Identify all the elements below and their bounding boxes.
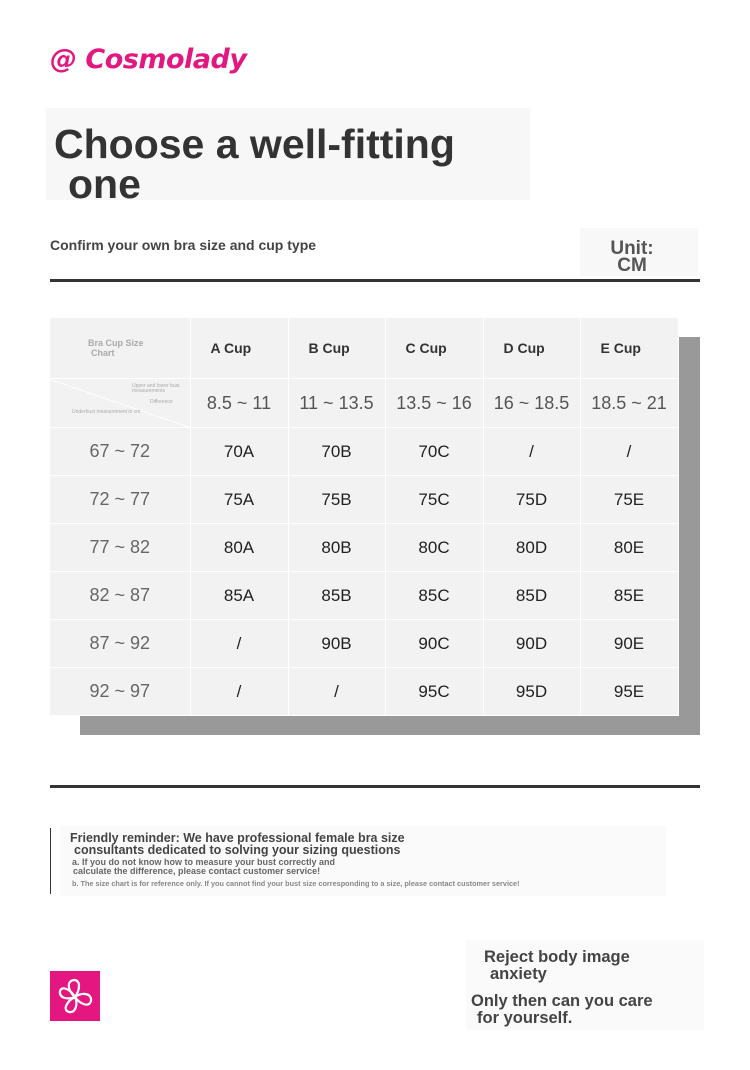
table-header-row — [50, 318, 678, 379]
cup-header: D Cup — [483, 318, 580, 379]
table-row — [50, 524, 678, 572]
page-title-line1: Choose a well-fitting — [54, 121, 455, 167]
slogan-primary-line1: Reject body image — [484, 948, 630, 966]
size-cell: 75E — [580, 476, 678, 524]
size-cell: 70B — [288, 428, 385, 476]
table-row — [50, 572, 678, 620]
size-chart-table — [50, 318, 679, 716]
underbust-range-cell: 72 ~ 77 — [50, 476, 190, 524]
underbust-range-cell: 82 ~ 87 — [50, 572, 190, 620]
corner-label — [50, 318, 190, 379]
slogan-secondary-line1: Only then can you care — [471, 992, 653, 1010]
diagonal-difference-label: Difference — [150, 399, 173, 405]
size-cell: 95D — [483, 668, 580, 716]
cup-header: C Cup — [385, 318, 483, 379]
reminder-note-a — [72, 858, 432, 876]
bottom-divider — [50, 785, 700, 788]
slogan-secondary — [471, 993, 703, 1027]
size-cell: / — [580, 428, 678, 476]
size-cell: 90C — [385, 620, 483, 668]
size-cell: / — [288, 668, 385, 716]
table-row — [50, 668, 678, 716]
flower-logo-icon — [50, 971, 100, 1021]
difference-row — [50, 379, 678, 428]
reminder-accent-bar — [50, 828, 51, 894]
size-cell: 85B — [288, 572, 385, 620]
reminder-note-a-line2: calculate the difference, please contact customer service! — [73, 866, 321, 876]
reminder-note-a-line1: a. If you do not know how to measure your bust correctly and — [72, 857, 336, 867]
unit-label-line1: Unit: — [610, 238, 654, 259]
size-cell: 90D — [483, 620, 580, 668]
reminder-title-line2: consultants dedicated to solving your sizing questions — [74, 843, 401, 857]
size-cell: 95E — [580, 668, 678, 716]
table-row — [50, 620, 678, 668]
size-cell: 75A — [190, 476, 288, 524]
size-cell: 80C — [385, 524, 483, 572]
size-cell: 70C — [385, 428, 483, 476]
size-cell: 80A — [190, 524, 288, 572]
diagonal-upper-label: Upper and lower bust measurements — [132, 383, 180, 394]
corner-label-line2: Chart — [91, 348, 115, 358]
reminder-title — [70, 832, 490, 856]
difference-cell: 16 ~ 18.5 — [483, 379, 580, 428]
slogan-primary-line2: anxiety — [490, 965, 547, 983]
table-row — [50, 476, 678, 524]
size-cell: / — [190, 668, 288, 716]
size-cell: 70A — [190, 428, 288, 476]
cup-header: E Cup — [580, 318, 678, 379]
underbust-range-cell: 67 ~ 72 — [50, 428, 190, 476]
size-cell: 75C — [385, 476, 483, 524]
diagonal-header-cell — [50, 379, 190, 428]
difference-cell: 18.5 ~ 21 — [580, 379, 678, 428]
underbust-range-cell: 77 ~ 82 — [50, 524, 190, 572]
diagonal-under-label: Underbust measurement in cm — [72, 409, 141, 415]
corner-label-line1: Bra Cup Size — [88, 338, 144, 348]
size-cell: 85D — [483, 572, 580, 620]
page-title-line2: one — [68, 161, 141, 207]
size-cell: 75D — [483, 476, 580, 524]
size-cell: 90B — [288, 620, 385, 668]
size-cell: 80E — [580, 524, 678, 572]
reminder-note-b: b. The size chart is for reference only. If you cannot find your bust size corresponding to a size, please contact customer service! — [72, 879, 520, 888]
slogan-primary — [484, 949, 684, 983]
size-cell: 80D — [483, 524, 580, 572]
slogan-secondary-line2: for yourself. — [477, 1009, 573, 1027]
difference-cell: 13.5 ~ 16 — [385, 379, 483, 428]
cup-header: A Cup — [190, 318, 288, 379]
underbust-range-cell: 92 ~ 97 — [50, 668, 190, 716]
size-cell: 85C — [385, 572, 483, 620]
unit-label — [603, 240, 661, 274]
size-cell: / — [190, 620, 288, 668]
size-cell: 75B — [288, 476, 385, 524]
reminder-title-line1: Friendly reminder: We have professional female bra size — [70, 831, 405, 845]
size-cell: 85E — [580, 572, 678, 620]
size-cell: 80B — [288, 524, 385, 572]
size-cell: 85A — [190, 572, 288, 620]
difference-cell: 8.5 ~ 11 — [190, 379, 288, 428]
unit-label-line2: CM — [617, 255, 647, 276]
table-row — [50, 428, 678, 476]
top-divider — [50, 279, 700, 282]
page-subtitle: Confirm your own bra size and cup type — [50, 237, 317, 253]
difference-cell: 11 ~ 13.5 — [288, 379, 385, 428]
size-cell: 95C — [385, 668, 483, 716]
size-cell: 90E — [580, 620, 678, 668]
brand-logo-text: @ Cosmolady — [50, 44, 247, 75]
size-cell: / — [483, 428, 580, 476]
cup-header: B Cup — [288, 318, 385, 379]
underbust-range-cell: 87 ~ 92 — [50, 620, 190, 668]
page-title — [54, 121, 534, 207]
